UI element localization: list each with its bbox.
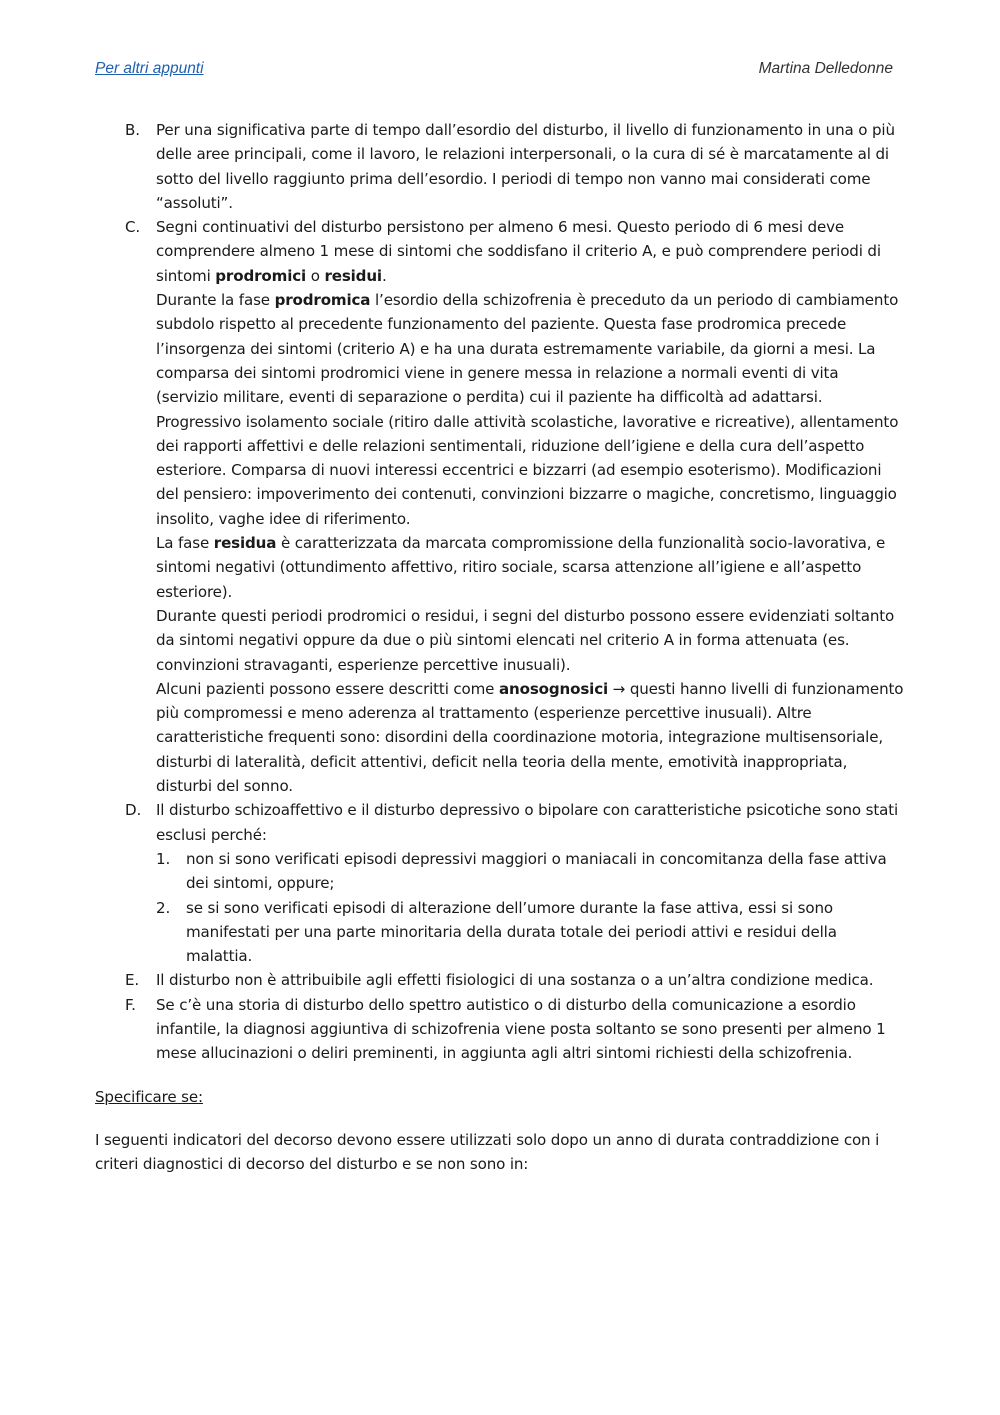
criterion-c — [95, 215, 905, 798]
criterion-d-text: Il disturbo schizoaffettivo e il disturbo depressivo o bipolare con caratteristiche psicotiche sono stati esclusi perché: — [156, 801, 899, 844]
criterion-c-paragraph-residua: La fase residua è caratterizzata da marcata compromissione della funzionalità socio-lavorativa, e sintomi negativi (ottundimento affettivo, ritiro sociale, scarsa attenzione all’igiene e all’aspetto esteriore). — [156, 534, 886, 601]
criterion-d-sub-1 — [156, 847, 905, 896]
criterion-b-marker: B. — [125, 121, 140, 139]
header-author: Martina Delledonne — [758, 60, 893, 77]
sub-1-text: non si sono verificati episodi depressivi maggiori o maniacali in concomitanza della fase attiva dei sintomi, oppure; — [186, 849, 887, 893]
criterion-c-paragraph-periodi: Durante questi periodi prodromici o residui, i segni del disturbo possono essere evidenziati soltanto da sintomi negativi oppure da due o più sintomi elencati nel criterio A in forma attenuata (es. convinzioni stravaganti, esperienze percettive inusuali). — [156, 606, 895, 674]
specify-heading: Specificare se: — [95, 1087, 203, 1106]
criterion-c-marker: C. — [125, 218, 141, 237]
document-body — [95, 118, 905, 1176]
closing-paragraph: I seguenti indicatori del decorso devono essere utilizzati solo dopo un anno di durata contraddizione con i criteri diagnostici di decorso del disturbo e se non sono in: — [95, 1130, 880, 1174]
criterion-f — [95, 993, 905, 1066]
bold-prodromici: prodromici — [215, 266, 307, 285]
bold-anosognosici: anosognosici — [498, 679, 609, 698]
sub-1-marker: 1. — [156, 849, 171, 868]
header-link[interactable]: Per altri appunti — [95, 60, 204, 77]
criterion-b-text: Per una significativa parte di tempo dall’esordio del disturbo, il livello di funzionamento in una o più delle aree principali, come il lavoro, le relazioni interpersonali, o la cura di sé è marcatamente al di sotto del livello raggiunto prima dell’esordio. I periodi di tempo non vanno mai considerati come “assoluti”. — [156, 121, 895, 212]
criterion-c-paragraph-1: Segni continuativi del disturbo persistono per almeno 6 mesi. Questo periodo di 6 mesi deve comprendere almeno 1 mese di sintomi che soddisfano il criterio A, e può comprendere periodi di sintomi prodromici o residui. — [156, 218, 881, 285]
sub-2-text: se si sono verificati episodi di alterazione dell’umore durante la fase attiva, essi si sono manifestati per una parte minoritaria della durata totale dei periodi attivi e residui della malattia. — [186, 898, 837, 966]
criterion-d-sub-2 — [156, 896, 905, 969]
criterion-e — [95, 968, 905, 992]
bold-prodromica: prodromica — [274, 291, 371, 310]
criterion-c-paragraph-prodromica: Durante la fase prodromica l’esordio della schizofrenia è preceduto da un periodo di cambiamento subdolo rispetto al precedente funzionamento del paziente. Questa fase prodromica precede l’insorgenza dei sintomi (criterio A) e ha una durata estremamente variabile, da giorni a mesi. La comparsa dei sintomi prodromici viene in genere messa in relazione a normali eventi di vita (servizio militare, eventi di separazione o perdita) cui il paziente ha difficoltà ad adattarsi. Progressivo isolamento sociale (ritiro dalle attività scolastiche, lavorative e ricreative), allentamento dei rapporti affettivi e delle relazioni sentimentali, riduzione dell’igiene e della cura dell’aspetto esteriore. Comparsa di nuovi interessi eccentrici e bizzarri (ad esempio esoterismo). Modificazioni del pensiero: impoverimento dei contenuti, convinzioni bizzarre o magiche, concretismo, linguaggio insolito, vaghe idee di riferimento. — [156, 291, 899, 528]
bold-residui: residui — [324, 266, 382, 285]
criterion-b — [95, 118, 905, 215]
criterion-e-text: Il disturbo non è attribuibile agli effetti fisiologici di una sostanza o a un’altra condizione medica. — [156, 971, 874, 990]
criterion-f-marker: F. — [125, 995, 136, 1014]
criterion-d-marker: D. — [125, 801, 142, 820]
criterion-f-text: Se c’è una storia di disturbo dello spettro autistico o di disturbo della comunicazione a esordio infantile, la diagnosi aggiuntiva di schizofrenia viene posta soltanto se sono presenti per almeno 1 mese allucinazioni o deliri preminenti, in aggiunta agli altri sintomi richiesti della schizofrenia. — [156, 995, 886, 1063]
criterion-e-marker: E. — [125, 971, 140, 990]
sub-2-marker: 2. — [156, 898, 171, 917]
bold-residua: residua — [213, 534, 277, 553]
criterion-c-paragraph-anosognosici: Alcuni pazienti possono essere descritti come anosognosici → questi hanno livelli di funzionamento più compromessi e meno aderenza al trattamento (esperienze percettive inusuali). Altre caratteristiche frequenti sono: disordini della coordinazione motoria, integrazione multisensoriale, disturbi di lateralità, deficit attentivi, deficit nella teoria della mente, emotività inappropriata, disturbi del sonno. — [156, 679, 904, 796]
criterion-d — [95, 798, 905, 968]
